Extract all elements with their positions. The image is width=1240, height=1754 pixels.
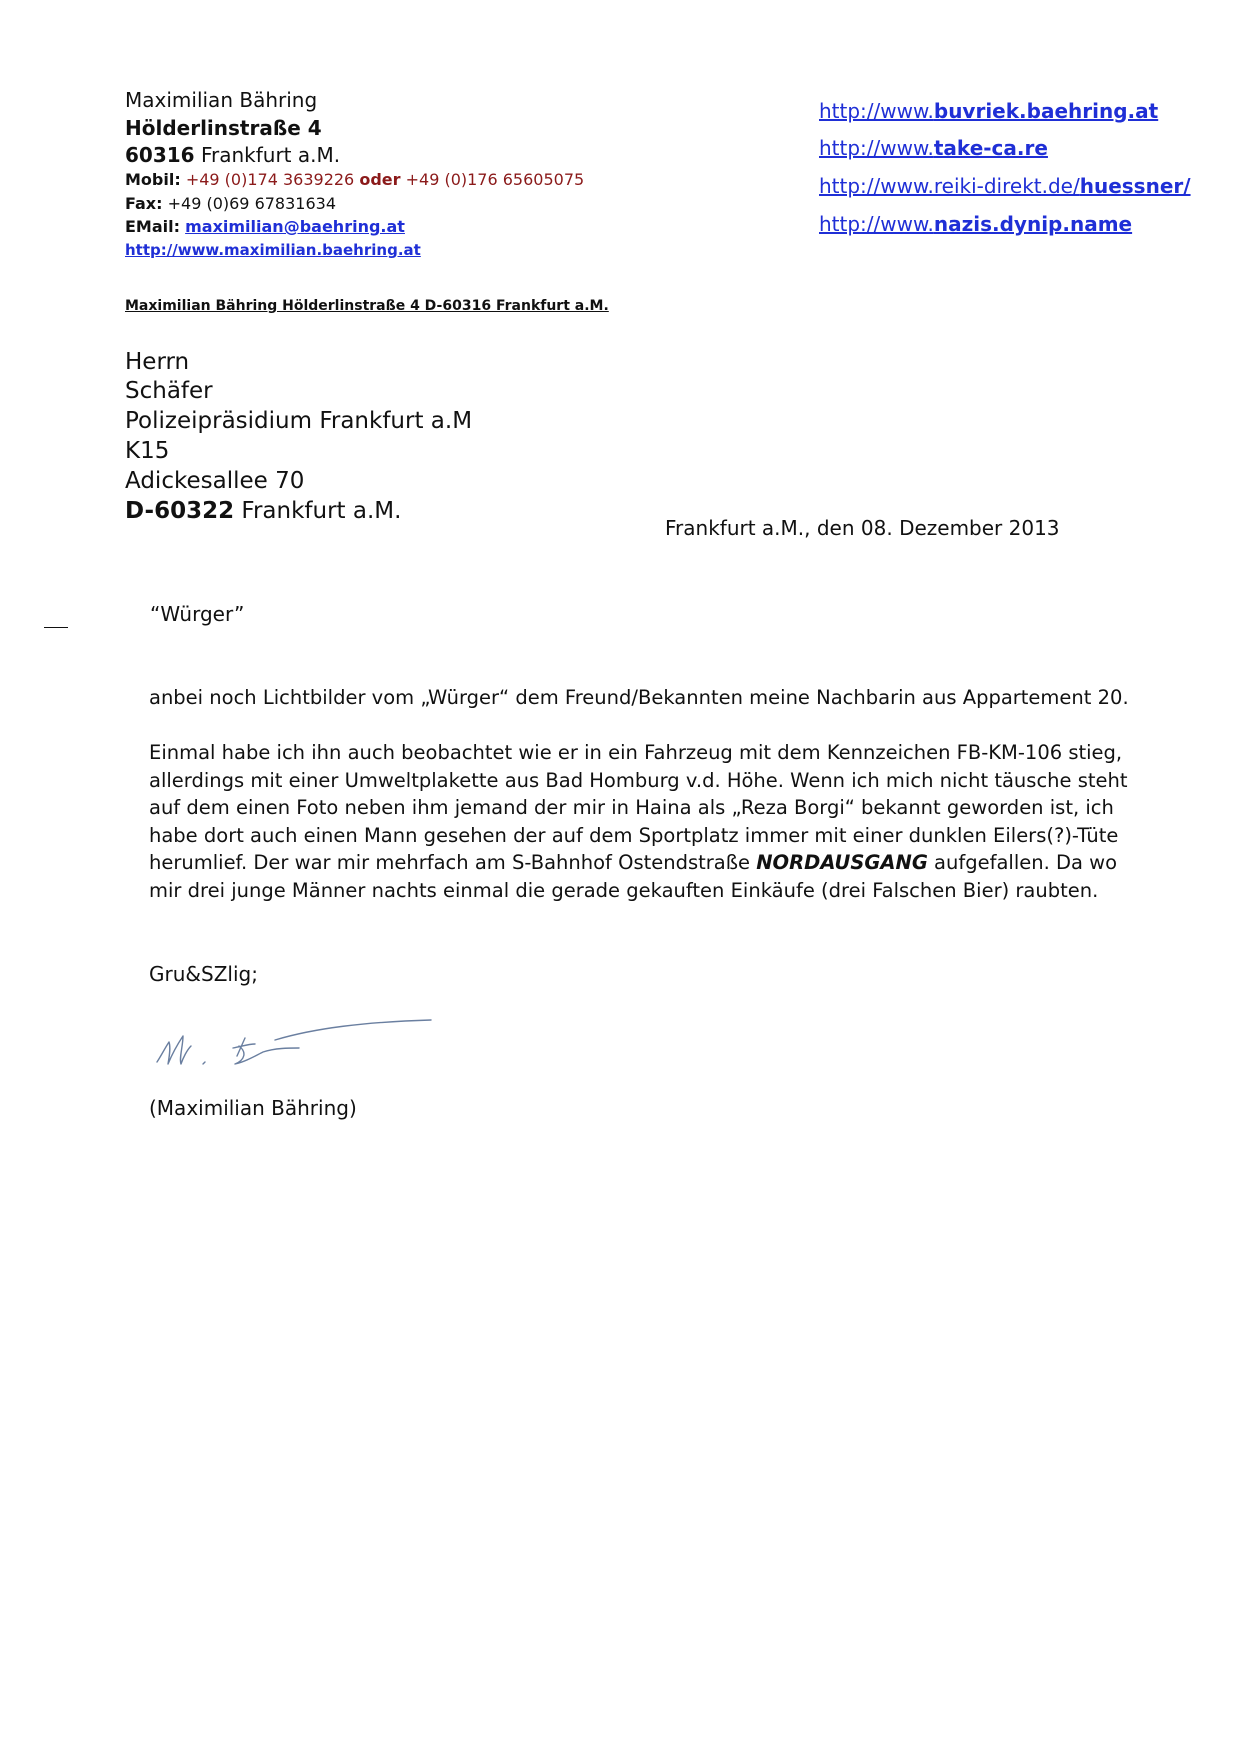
sender-name: Maximilian Bähring bbox=[125, 88, 318, 112]
email-label: EMail: bbox=[125, 217, 181, 236]
signer-name: (Maximilian Bähring) bbox=[149, 1096, 357, 1120]
sender-street: Hölderlinstraße 4 bbox=[125, 116, 322, 140]
link-prefix: http://www.reiki-direkt.de/ bbox=[819, 174, 1080, 198]
link-prefix: http://www. bbox=[819, 99, 934, 123]
email-link[interactable]: maximilian@baehring.at bbox=[185, 217, 405, 236]
body-line: mir drei junge Männer nachts einmal die gerade gekauften Einkäufe (drei Falschen Bier) raubten. bbox=[149, 878, 1099, 902]
mobile-number-1: +49 (0)174 3639226 bbox=[185, 170, 355, 189]
link-prefix: http://www. bbox=[819, 136, 934, 160]
emphasis-nordausgang: NORDAUSGANG bbox=[756, 851, 928, 874]
link-domain: huessner/ bbox=[1079, 174, 1191, 198]
body-line: auf dem einen Foto neben ihm jemand der mir in Haina als „Reza Borgi“ bekannt geworden ist, ich bbox=[149, 796, 1114, 819]
link-domain: buvriek.baehring.at bbox=[933, 99, 1159, 123]
fax-label: Fax: bbox=[125, 194, 163, 213]
mobile-or: oder bbox=[359, 170, 401, 189]
recipient-zip: D-60322 bbox=[125, 498, 235, 524]
link-domain: nazis.dynip.name bbox=[933, 212, 1133, 236]
body-line: Einmal habe ich ihn auch beobachtet wie er in ein Fahrzeug mit dem Kennzeichen FB-KM-106 stieg, bbox=[149, 741, 1123, 764]
link-reiki-direkt[interactable] bbox=[819, 174, 1191, 198]
body-text-segment: herumlief. Der war mir mehrfach am S-Bahnhof Ostendstraße bbox=[149, 851, 757, 874]
body-line: habe dort auch einen Mann gesehen der auf dem Sportplatz immer mit einer dunklen Eilers(?)-Tüte bbox=[149, 823, 1119, 847]
letter-subject: “Würger” bbox=[150, 602, 245, 626]
sender-fax-line bbox=[125, 194, 336, 213]
recipient-street: Adickesallee 70 bbox=[125, 468, 305, 494]
body-line: allerdings mit einer Umweltplakette aus Bad Homburg v.d. Höhe. Wenn ich mich nicht täusche steht bbox=[149, 768, 1128, 792]
recipient-department: K15 bbox=[125, 438, 170, 464]
body-text-segment: aufgefallen. Da wo bbox=[927, 851, 1118, 874]
recipient-organization: Polizeipräsidium Frankfurt a.M bbox=[125, 408, 473, 434]
link-nazis-dynip[interactable] bbox=[819, 212, 1132, 236]
recipient-name: Schäfer bbox=[125, 378, 213, 404]
sender-city-line bbox=[125, 143, 340, 167]
sender-mobile-line bbox=[125, 170, 584, 189]
recipient-city: Frankfurt a.M. bbox=[241, 498, 402, 524]
letter-date: Frankfurt a.M., den 08. Dezember 2013 bbox=[665, 516, 1060, 540]
handwritten-signature bbox=[155, 1018, 435, 1090]
link-prefix: http://www. bbox=[819, 212, 934, 236]
sender-city: Frankfurt a.M. bbox=[200, 143, 341, 167]
mobile-label: Mobil: bbox=[125, 170, 181, 189]
recipient-city-line bbox=[125, 498, 401, 524]
recipient-salutation: Herrn bbox=[125, 349, 190, 375]
website-link[interactable]: http://www.maximilian.baehring.at bbox=[125, 241, 421, 259]
sender-website-line bbox=[125, 240, 421, 259]
link-take-care[interactable] bbox=[819, 136, 1048, 160]
body-line bbox=[149, 849, 1149, 877]
link-buvriek[interactable] bbox=[819, 99, 1158, 123]
mobile-number-2: +49 (0)176 65605075 bbox=[405, 170, 585, 189]
link-domain: take-ca.re bbox=[933, 136, 1048, 160]
body-paragraph-2 bbox=[149, 739, 1149, 904]
return-address-line: Maximilian Bähring Hölderlinstraße 4 D-60316 Frankfurt a.M. bbox=[125, 298, 609, 314]
sender-email-line bbox=[125, 217, 405, 236]
body-paragraph-1: anbei noch Lichtbilder vom „Würger“ dem Freund/Bekannten meine Nachbarin aus Appartement 20. bbox=[149, 686, 1129, 709]
closing-greeting: Gru&SZlig; bbox=[149, 962, 258, 986]
fax-number: +49 (0)69 67831634 bbox=[167, 194, 337, 213]
fold-mark bbox=[44, 627, 68, 628]
sender-zip: 60316 bbox=[125, 143, 195, 167]
